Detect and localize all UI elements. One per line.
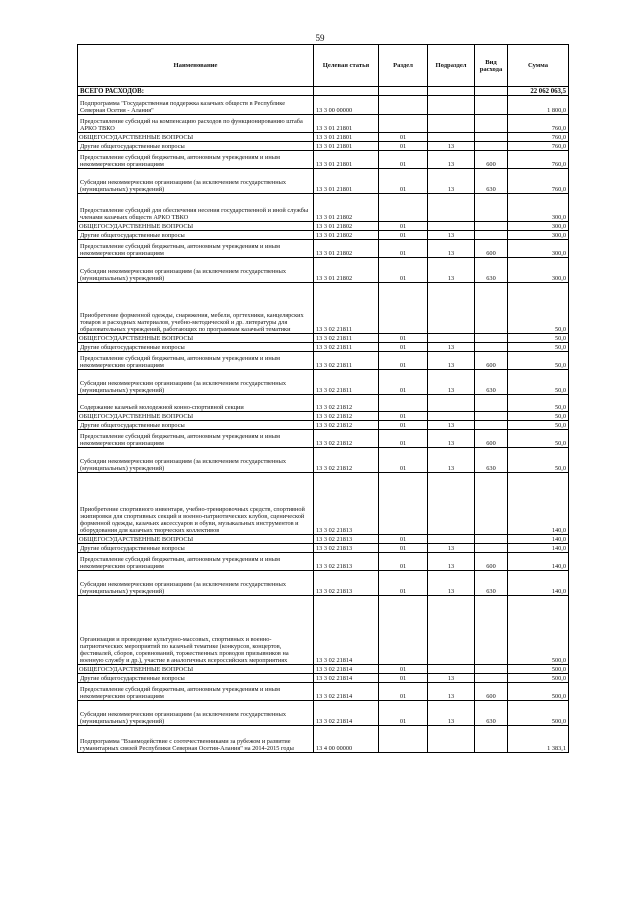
cell-name: Содержание казачьей молодежной конно-спортивной секции (78, 395, 314, 412)
cell-section: 01 (379, 142, 428, 151)
table-header-row (78, 45, 569, 87)
table-row (78, 142, 569, 151)
cell-article: 13 3 02 21813 (314, 473, 379, 535)
cell-subsection: 13 (428, 674, 475, 683)
cell-name: Субсидии некоммерческим организациям (за исключением государственных (муниципальных) учреждений) (78, 448, 314, 473)
cell-expense-type (475, 222, 508, 231)
cell-sum: 140,0 (508, 535, 569, 544)
cell-section (379, 596, 428, 665)
cell-name: Подпрограмма "Государственная поддержка казачьих обществ в Республике Северная Осетия - Алания" (78, 96, 314, 115)
cell-subsection: 13 (428, 421, 475, 430)
cell-expense-type (475, 535, 508, 544)
cell-expense-type (475, 194, 508, 222)
cell-name: Предоставление субсидий бюджетным, автономным учреждениям и иным некоммерческим организациям (78, 683, 314, 701)
cell-expense-type: 600 (475, 430, 508, 448)
cell-section: 01 (379, 430, 428, 448)
cell-subsection: 13 (428, 701, 475, 726)
cell-expense-type: 600 (475, 240, 508, 258)
cell-subsection (428, 596, 475, 665)
cell-article: 13 3 02 21812 (314, 430, 379, 448)
table-row (78, 726, 569, 753)
cell-sum: 1 383,1 (508, 726, 569, 753)
cell-name: Предоставление субсидий на компенсацию расходов по функционированию штаба АРКО ТВКО (78, 115, 314, 133)
cell-article: 13 3 02 21811 (314, 283, 379, 334)
cell-article: 13 3 02 21812 (314, 412, 379, 421)
cell-expense-type (475, 665, 508, 674)
cell-expense-type (475, 596, 508, 665)
cell-section: 01 (379, 352, 428, 370)
cell-section (379, 87, 428, 96)
table-row (78, 665, 569, 674)
cell-sum: 760,0 (508, 142, 569, 151)
table-row (78, 334, 569, 343)
cell-sum: 50,0 (508, 283, 569, 334)
cell-article: 13 3 02 21811 (314, 370, 379, 395)
cell-name: Подпрограмма "Взаимодействие с соотечественниками за рубежом и развитие гуманитарных связей Республики Северная Осетия-Алания" на 2014-2015 годы (78, 726, 314, 753)
table-row (78, 352, 569, 370)
cell-expense-type (475, 115, 508, 133)
header-name: Наименование (78, 45, 314, 87)
cell-section: 01 (379, 544, 428, 553)
table-row (78, 535, 569, 544)
cell-expense-type (475, 674, 508, 683)
cell-sum: 500,0 (508, 683, 569, 701)
table-row (78, 683, 569, 701)
cell-subsection: 13 (428, 553, 475, 571)
cell-sum: 300,0 (508, 194, 569, 222)
table-row (78, 151, 569, 169)
cell-article: 13 3 02 21811 (314, 343, 379, 352)
cell-section (379, 473, 428, 535)
cell-section (379, 115, 428, 133)
cell-article: 13 3 02 21814 (314, 665, 379, 674)
table-row (78, 240, 569, 258)
cell-article: 13 3 01 21802 (314, 222, 379, 231)
cell-sum: 300,0 (508, 231, 569, 240)
cell-sum: 1 800,0 (508, 96, 569, 115)
cell-section: 01 (379, 701, 428, 726)
cell-article: 13 3 02 21812 (314, 448, 379, 473)
cell-sum: 50,0 (508, 395, 569, 412)
cell-section: 01 (379, 683, 428, 701)
cell-expense-type: 630 (475, 370, 508, 395)
cell-name: ОБЩЕГОСУДАРСТВЕННЫЕ ВОПРОСЫ (78, 535, 314, 544)
cell-sum: 760,0 (508, 133, 569, 142)
cell-subsection (428, 283, 475, 334)
cell-sum: 500,0 (508, 701, 569, 726)
table-row (78, 87, 569, 96)
cell-sum: 500,0 (508, 674, 569, 683)
cell-subsection: 13 (428, 571, 475, 596)
cell-section: 01 (379, 151, 428, 169)
cell-section: 01 (379, 334, 428, 343)
cell-expense-type (475, 726, 508, 753)
table-row (78, 544, 569, 553)
cell-name: ОБЩЕГОСУДАРСТВЕННЫЕ ВОПРОСЫ (78, 412, 314, 421)
budget-table (77, 44, 569, 753)
cell-sum: 50,0 (508, 343, 569, 352)
cell-name: ОБЩЕГОСУДАРСТВЕННЫЕ ВОПРОСЫ (78, 133, 314, 142)
cell-subsection: 13 (428, 352, 475, 370)
cell-subsection: 13 (428, 142, 475, 151)
cell-sum: 300,0 (508, 258, 569, 283)
cell-sum: 50,0 (508, 352, 569, 370)
cell-sum: 50,0 (508, 412, 569, 421)
cell-sum: 500,0 (508, 596, 569, 665)
cell-article: 13 4 00 00000 (314, 726, 379, 753)
header-section: Раздел (379, 45, 428, 87)
cell-expense-type (475, 544, 508, 553)
cell-name: Предоставление субсидий бюджетным, автономным учреждениям и иным некоммерческим организациям (78, 352, 314, 370)
cell-sum: 22 062 063,5 (508, 87, 569, 96)
table-row (78, 115, 569, 133)
cell-name: Субсидии некоммерческим организациям (за исключением государственных (муниципальных) учреждений) (78, 370, 314, 395)
table-row (78, 596, 569, 665)
cell-article: 13 3 01 21802 (314, 240, 379, 258)
cell-section (379, 395, 428, 412)
cell-name: ОБЩЕГОСУДАРСТВЕННЫЕ ВОПРОСЫ (78, 665, 314, 674)
table-row (78, 395, 569, 412)
cell-section: 01 (379, 370, 428, 395)
cell-article: 13 3 01 21802 (314, 194, 379, 222)
header-expense-type: Вид расхода (475, 45, 508, 87)
cell-subsection: 13 (428, 169, 475, 194)
cell-sum: 300,0 (508, 240, 569, 258)
table-row (78, 701, 569, 726)
cell-expense-type (475, 473, 508, 535)
cell-expense-type (475, 231, 508, 240)
table-row (78, 571, 569, 596)
cell-subsection (428, 87, 475, 96)
table-row (78, 133, 569, 142)
cell-subsection: 13 (428, 370, 475, 395)
header-sum: Сумма (508, 45, 569, 87)
cell-name: Предоставление субсидий бюджетным, автономным учреждениям и иным некоммерческим организациям (78, 430, 314, 448)
cell-article: 13 3 02 21814 (314, 674, 379, 683)
cell-expense-type: 630 (475, 571, 508, 596)
cell-subsection (428, 115, 475, 133)
cell-sum: 50,0 (508, 334, 569, 343)
cell-subsection (428, 412, 475, 421)
cell-article: 13 3 01 21801 (314, 142, 379, 151)
table-row (78, 473, 569, 535)
table-row (78, 231, 569, 240)
cell-article: 13 3 00 00000 (314, 96, 379, 115)
cell-name: Другие общегосударственные вопросы (78, 142, 314, 151)
cell-article: 13 3 02 21813 (314, 571, 379, 596)
table-row (78, 674, 569, 683)
cell-subsection: 13 (428, 544, 475, 553)
cell-name: Приобретение спортивного инвентаря, учебно-тренировочных средств, спортивной экипировки для спортивных секций и военно-патриотических клубов, сценической форменной одежды, казачьих аксессуаров и обуви, музыкальных инструментов и оборудования для казачьих творческих коллективов (78, 473, 314, 535)
cell-sum: 140,0 (508, 473, 569, 535)
cell-article: 13 3 02 21814 (314, 683, 379, 701)
cell-subsection (428, 222, 475, 231)
cell-section: 01 (379, 674, 428, 683)
cell-sum: 50,0 (508, 421, 569, 430)
cell-article: 13 3 02 21814 (314, 701, 379, 726)
cell-expense-type (475, 142, 508, 151)
cell-name: Организация и проведение культурно-массовых, спортивных и военно-патриотических мероприятий по казачьей тематике (конкурсов, концертов, фестивалей, сборов, соревнований, торжественных проводов призывников на военную службу и др.), участие в аналогичных всероссийских мероприятиях (78, 596, 314, 665)
cell-subsection (428, 395, 475, 412)
cell-subsection (428, 133, 475, 142)
cell-section (379, 96, 428, 115)
cell-subsection: 13 (428, 151, 475, 169)
table-row (78, 412, 569, 421)
cell-expense-type (475, 334, 508, 343)
cell-section: 01 (379, 421, 428, 430)
cell-name: Предоставление субсидий для обеспечения несения государственной и иной службы членами казачьих обществ АРКО ТВКО (78, 194, 314, 222)
cell-name: Субсидии некоммерческим организациям (за исключением государственных (муниципальных) учреждений) (78, 701, 314, 726)
cell-article: 13 3 01 21801 (314, 133, 379, 142)
cell-sum: 500,0 (508, 665, 569, 674)
table-row (78, 343, 569, 352)
cell-article: 13 3 02 21812 (314, 395, 379, 412)
cell-sum: 140,0 (508, 544, 569, 553)
cell-section: 01 (379, 553, 428, 571)
cell-section: 01 (379, 535, 428, 544)
cell-article: 13 3 02 21812 (314, 421, 379, 430)
table-row (78, 448, 569, 473)
cell-sum: 760,0 (508, 115, 569, 133)
cell-name: ВСЕГО РАСХОДОВ: (78, 87, 314, 96)
cell-article (314, 87, 379, 96)
cell-expense-type: 630 (475, 169, 508, 194)
cell-expense-type (475, 133, 508, 142)
cell-subsection: 13 (428, 231, 475, 240)
cell-subsection: 13 (428, 683, 475, 701)
cell-sum: 140,0 (508, 553, 569, 571)
cell-expense-type (475, 421, 508, 430)
cell-section: 01 (379, 448, 428, 473)
cell-name: ОБЩЕГОСУДАРСТВЕННЫЕ ВОПРОСЫ (78, 222, 314, 231)
cell-subsection: 13 (428, 343, 475, 352)
cell-article: 13 3 02 21813 (314, 535, 379, 544)
cell-subsection: 13 (428, 258, 475, 283)
cell-expense-type: 630 (475, 258, 508, 283)
cell-article: 13 3 01 21801 (314, 151, 379, 169)
cell-article: 13 3 02 21811 (314, 352, 379, 370)
cell-name: Другие общегосударственные вопросы (78, 231, 314, 240)
cell-article: 13 3 02 21814 (314, 596, 379, 665)
cell-name: Субсидии некоммерческим организациям (за исключением государственных (муниципальных) учреждений) (78, 169, 314, 194)
cell-section: 01 (379, 412, 428, 421)
cell-subsection (428, 726, 475, 753)
cell-sum: 760,0 (508, 169, 569, 194)
cell-expense-type: 600 (475, 683, 508, 701)
cell-article: 13 3 01 21801 (314, 169, 379, 194)
cell-subsection (428, 473, 475, 535)
cell-expense-type (475, 412, 508, 421)
cell-sum: 760,0 (508, 151, 569, 169)
cell-section: 01 (379, 133, 428, 142)
cell-section: 01 (379, 258, 428, 283)
cell-subsection (428, 194, 475, 222)
cell-article: 13 3 01 21802 (314, 231, 379, 240)
cell-section (379, 283, 428, 334)
cell-name: Предоставление субсидий бюджетным, автономным учреждениям и иным некоммерческим организациям (78, 553, 314, 571)
table-row (78, 96, 569, 115)
cell-subsection: 13 (428, 448, 475, 473)
cell-name: Субсидии некоммерческим организациям (за исключением государственных (муниципальных) учреждений) (78, 258, 314, 283)
cell-section: 01 (379, 222, 428, 231)
cell-article: 13 3 01 21801 (314, 115, 379, 133)
table-row (78, 430, 569, 448)
cell-expense-type: 600 (475, 553, 508, 571)
table-row (78, 283, 569, 334)
table-row (78, 258, 569, 283)
cell-sum: 300,0 (508, 222, 569, 231)
table-row (78, 553, 569, 571)
table-row (78, 194, 569, 222)
cell-subsection: 13 (428, 240, 475, 258)
table-row (78, 370, 569, 395)
header-article: Целевая статья (314, 45, 379, 87)
cell-name: ОБЩЕГОСУДАРСТВЕННЫЕ ВОПРОСЫ (78, 334, 314, 343)
cell-section: 01 (379, 231, 428, 240)
cell-section: 01 (379, 343, 428, 352)
cell-subsection (428, 535, 475, 544)
cell-section: 01 (379, 240, 428, 258)
cell-name: Другие общегосударственные вопросы (78, 343, 314, 352)
cell-section (379, 194, 428, 222)
cell-article: 13 3 02 21813 (314, 553, 379, 571)
page-number: 59 (315, 33, 325, 43)
cell-name: Приобретение форменной одежды, снаряжения, мебели, оргтехники, канцелярских товаров и расходных материалов, учебно-методической и др. литературы для образовательных учреждений, работающих по программам казачьей тематики (78, 283, 314, 334)
cell-section: 01 (379, 169, 428, 194)
cell-sum: 50,0 (508, 370, 569, 395)
cell-expense-type (475, 283, 508, 334)
cell-subsection (428, 334, 475, 343)
cell-subsection (428, 665, 475, 674)
cell-section: 01 (379, 571, 428, 596)
cell-name: Другие общегосударственные вопросы (78, 674, 314, 683)
table-row (78, 169, 569, 194)
cell-expense-type: 630 (475, 701, 508, 726)
cell-expense-type (475, 87, 508, 96)
table-row (78, 222, 569, 231)
table-row (78, 421, 569, 430)
cell-expense-type (475, 96, 508, 115)
cell-sum: 50,0 (508, 430, 569, 448)
cell-name: Другие общегосударственные вопросы (78, 544, 314, 553)
cell-expense-type (475, 395, 508, 412)
cell-name: Другие общегосударственные вопросы (78, 421, 314, 430)
cell-expense-type (475, 343, 508, 352)
cell-sum: 140,0 (508, 571, 569, 596)
cell-name: Субсидии некоммерческим организациям (за исключением государственных (муниципальных) учреждений) (78, 571, 314, 596)
cell-article: 13 3 01 21802 (314, 258, 379, 283)
header-subsection: Подраздел (428, 45, 475, 87)
cell-expense-type: 630 (475, 448, 508, 473)
cell-sum: 50,0 (508, 448, 569, 473)
cell-name: Предоставление субсидий бюджетным, автономным учреждениям и иным некоммерческим организациям (78, 240, 314, 258)
cell-section: 01 (379, 665, 428, 674)
cell-name: Предоставление субсидий бюджетным, автономным учреждениям и иным некоммерческим организациям (78, 151, 314, 169)
cell-article: 13 3 02 21811 (314, 334, 379, 343)
cell-expense-type: 600 (475, 352, 508, 370)
cell-subsection: 13 (428, 430, 475, 448)
cell-expense-type: 600 (475, 151, 508, 169)
cell-section (379, 726, 428, 753)
cell-article: 13 3 02 21813 (314, 544, 379, 553)
cell-subsection (428, 96, 475, 115)
